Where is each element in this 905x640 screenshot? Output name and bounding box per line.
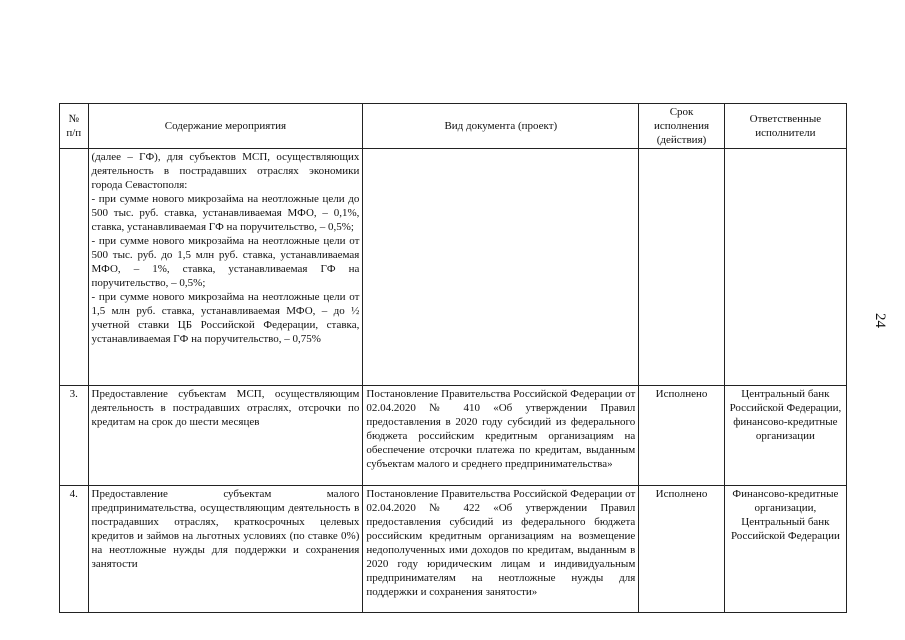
header-content: Содержание мероприятия [88, 104, 363, 149]
row-number [60, 149, 89, 386]
header-document: Вид документа (проект) [363, 104, 639, 149]
table-header-row [60, 104, 847, 149]
row-number: 4. [60, 486, 89, 613]
row-content: Предоставление субъектам МСП, осуществляющим деятельность в пострадавших отраслях, отсрочки по кредитам на срок до шести месяцев [88, 386, 363, 486]
header-term: Срок исполнения (действия) [639, 104, 725, 149]
row-number: 3. [60, 386, 89, 486]
table-row [60, 486, 847, 613]
row-term [639, 149, 725, 386]
header-responsible: Ответственные исполнители [724, 104, 846, 149]
header-number: № п/п [60, 104, 89, 149]
row-content: Предоставление субъектам малого предпринимательства, осуществляющим деятельность в пострадавших отраслях, краткосрочных целевых кредитов и займов на льготных условиях (по ставке 0%) на неотложные нужды для поддержки и сохранения занятости [88, 486, 363, 613]
row-responsible [724, 149, 846, 386]
measures-table [59, 103, 847, 613]
table-row [60, 149, 847, 386]
row-term: Исполнено [639, 486, 725, 613]
row-term: Исполнено [639, 386, 725, 486]
page-number: 24 [872, 313, 888, 328]
row-content: (далее – ГФ), для субъектов МСП, осуществляющих деятельность в пострадавших отраслях экономики города Севастополя: - при сумме нового микрозайма на неотложные цели до 500 тыс. руб. ставка, устанавливаемая МФО, – 0,1%, ставка, устанавливаемая ГФ на поручительство, – 0,5%; - при сумме нового микрозайма на неотложные цели от 500 тыс. руб. до 1,5 млн руб. ставка, устанавливаемая МФО, – 1%, ставка, устанавливаемая ГФ на поручительство, – 0,5%; - при сумме нового микрозайма на неотложные цели от 1,5 млн руб. ставка, устанавливаемая МФО, – до ½ учетной ставки ЦБ Российской Федерации, ставка, устанавливаемая ГФ на поручительство, – 0,75% [88, 149, 363, 386]
row-responsible: Финансово-кредитные организации, Центральный банк Российской Федерации [724, 486, 846, 613]
row-document [363, 149, 639, 386]
table-row [60, 386, 847, 486]
row-responsible: Центральный банк Российской Федерации, финансово-кредитные организации [724, 386, 846, 486]
row-document: Постановление Правительства Российской Федерации от 02.04.2020 № 422 «Об утверждении Правил предоставления субсидий из федерального бюджета российским кредитным организациям на возмещение недополученных ими доходов по кредитам, выданным в 2020 году юридическим лицам и индивидуальным предпринимателям на неотложные нужды для поддержки и сохранения занятости» [363, 486, 639, 613]
row-document: Постановление Правительства Российской Федерации от 02.04.2020 № 410 «Об утверждении Правил предоставления в 2020 году субсидий из федерального бюджета российским кредитным организациям на обеспечение отсрочки платежа по кредитам, выданным субъектам малого и среднего предпринимательства» [363, 386, 639, 486]
